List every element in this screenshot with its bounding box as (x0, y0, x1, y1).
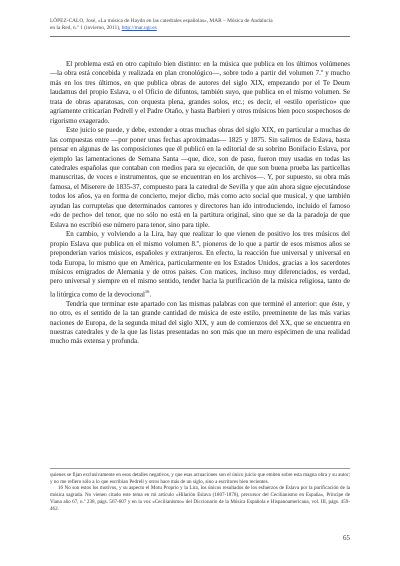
header-divider (50, 36, 350, 37)
page-number: 65 (343, 534, 350, 542)
footnotes (50, 472, 350, 512)
header-link[interactable]: http://mar.ugr.es (121, 25, 157, 31)
footnote-ref-16[interactable]: 16 (144, 288, 150, 294)
paragraph-3-end: . (149, 290, 152, 299)
paragraph-4: Tendría que terminar este apartado con las mismas palabras con que terminé el anterior: que éste, y no otro, es el sentido de la tan grande cantidad de música de este estilo, preeminente de las más varias naciones de Europa, de la segunda mitad del siglo XIX, y aun de comienzos del XX, que se encuentra en nuestras catedrales y de la que las listas presentadas no son más que un mero espécimen de una realidad mucho más extensa y profunda. (50, 299, 350, 346)
running-header (50, 18, 350, 32)
header-citation-line2 (50, 25, 350, 32)
footnote-16: 16 No son estos los motivos, y su aspecto el Motu Proprio y la Lira, los únicos resultados de los esfuerzos de Eslava por la purificación de la música sagrada. No vienen citado este tema en mi artículo «Hilarión Eslava (1807-1878), precursor del Cecilianismo en España», Príncipe de Viana año 67, n.º 238, págs. 567-607 y en la voz «Cecilianismo» del Diccionario de la Música Española e Hispanoamericana, vol. III, págs. 459-462. (50, 485, 350, 512)
paragraph-3-text: En cambio, y volviendo a la Lira, hay que realizar lo que vienen de positivo los tres músicos del propio Eslava que publica en el mismo volumen 8.º, pioneros de lo que a partir de esos mismos años se preponderían varios músicos, españoles y extranjeros. En efecto, la reacción fue universal y universal en toda Europa, lo mismo que en América, particularmente en los Estados Unidos, gracias a los sacerdotes músicos emigrados de Alemania y de otros países. Con matices, incluso muy diferenciados, es verdad, pero universal y siempre en el mismo sentido, tender hacia la purificación de la música religiosa, tanto de la litúrgica como de la devocional (50, 230, 350, 299)
footnote-continuation: quienes se fijan exclusivamente en esos detalles negativos, y que esas actuaciones son el único juicio que emiten sobre esta magna obra y su autor; y no me refiero sólo a lo que escribían Pedrell y otros hace más de un siglo, sino a escritores bien recientes. (50, 472, 350, 485)
paragraph-1: El problema está en otro capítulo bien distinto: en la música que publica en los últimos volúmenes —la obra está concebida y realizada en plan cronológico—, sobre todo a partir del volumen 7.º y mucho más en los tres últimos, en que publica obras de autores del siglo XIX, empezando por el Te Deum laudamus del propio Eslava, o el Oficio de difuntos, también suyo, que publica en el mismo volumen. Se trata de obras aparatosas, con orquesta plena, grandes solos, etc.; es decir, el «estilo operístico» que agriamente criticarían Pedrell y el Padre Otaño, y hasta Barbieri y otros músicos bien poco sospechosos de rigorismo exagerado. (50, 60, 350, 125)
body-text (50, 60, 350, 347)
header-citation-text: en la Red, n.º 1 (invierno, 2011), (50, 25, 122, 31)
header-citation-line1: LÓPEZ-CALO, José, «La música de Haydn en las catedrales españolas», MAR – Música de Andalucía (50, 18, 273, 24)
paragraph-2: Este juicio se puede, y debe, extender a otras muchas obras del siglo XIX, en particular a muchas de las compuestas entre —por poner unas fechas aproximadas— 1825 y 1875. Sin salirnos de Eslava, basta pensar en algunas de las composiciones que él publicó en la editorial de su sobrino Bonifacio Eslava, por ejemplo las lamentaciones de Semana Santa —que, dice, son de paso, fueron muy usadas en todas las catedrales españolas que contaban con medios para su ejecución, de que son buena prueba las particellas manuscritas, de voces e instrumentos, que se encuentran en los archivos—. Y, por supuesto, su obra más famosa, el Miserere de 1835-37, compuesto para la catedral de Sevilla y que aún ahora sigue ejecutándose todos los años, ya en forma de concierto, mejor dicho, más como acto social que musical, y que también ayudan las corruptelas que determinados cantores y directores han ido introduciendo, incluido el famoso «do de pecho» del tenor, que no sólo no está en la partitura original, sino que se da la paradoja de que Eslava no escribió ese número para tenor, sino para tiple. (50, 126, 350, 229)
paragraph-3 (50, 230, 350, 300)
footnote-divider (50, 468, 350, 469)
